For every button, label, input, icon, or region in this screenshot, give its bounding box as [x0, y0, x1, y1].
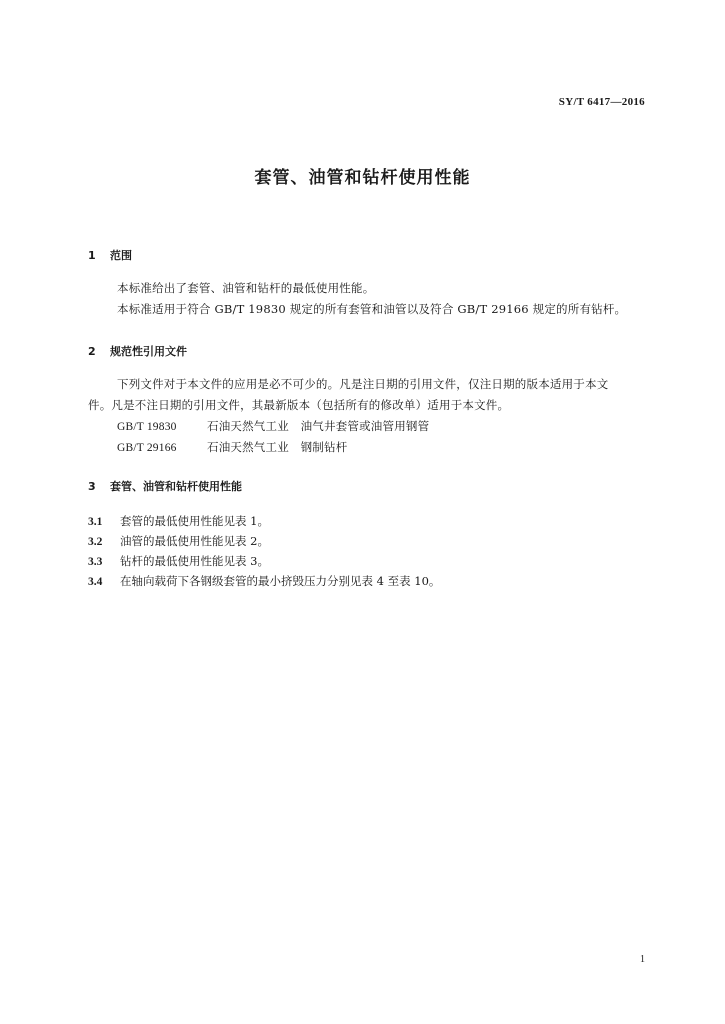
reference-code: GB/T 29166 [117, 442, 177, 454]
clause-number: 3.1 [88, 516, 103, 528]
reference-title: 石油天然气工业 油气井套管或油管用钢管 [207, 419, 430, 433]
reference-title: 石油天然气工业 钢制钻杆 [207, 440, 348, 454]
standard-code: SY/T 6417—2016 [558, 96, 645, 108]
section-1-paragraph-1: 本标准给出了套管、油管和钻杆的最低使用性能。 [117, 281, 375, 295]
clause-number: 3.3 [88, 556, 103, 568]
section-3-heading [88, 478, 242, 494]
clause-number: 3.2 [88, 536, 103, 548]
section-2-title: 规范性引用文件 [110, 345, 187, 358]
section-2-heading [88, 343, 187, 359]
clause-3-1 [88, 513, 269, 529]
page-number: 1 [640, 954, 645, 965]
clause-3-2 [88, 533, 269, 549]
clause-text: 钻杆的最低使用性能见表 3。 [120, 554, 269, 568]
clause-3-4 [88, 573, 440, 589]
document-title: 套管、油管和钻杆使用性能 [254, 168, 471, 188]
reference-row [117, 418, 429, 434]
reference-row [117, 439, 347, 455]
section-1-number: 1 [88, 249, 96, 262]
clause-number: 3.4 [88, 576, 103, 588]
section-3-title: 套管、油管和钻杆使用性能 [110, 480, 242, 493]
clause-text: 套管的最低使用性能见表 1。 [120, 514, 269, 528]
clause-text: 在轴向载荷下各钢级套管的最小挤毁压力分别见表 4 至表 10。 [120, 574, 441, 588]
clause-3-3 [88, 553, 269, 569]
section-1-title: 范围 [110, 249, 132, 262]
reference-code: GB/T 19830 [117, 421, 177, 433]
section-1-heading [88, 247, 132, 263]
section-2-intro-line-1: 下列文件对于本文件的应用是必不可少的。凡是注日期的引用文件，仅注日期的版本适用于本文 [117, 377, 609, 391]
clause-text: 油管的最低使用性能见表 2。 [120, 534, 269, 548]
section-2-number: 2 [88, 345, 96, 358]
section-3-number: 3 [88, 480, 96, 493]
section-1-paragraph-2: 本标准适用于符合 GB/T 19830 规定的所有套管和油管以及符合 GB/T 29166 规定的所有钻杆。 [117, 302, 627, 316]
section-2-intro-line-2: 件。凡是不注日期的引用文件，其最新版本（包括所有的修改单）适用于本文件。 [88, 398, 510, 412]
